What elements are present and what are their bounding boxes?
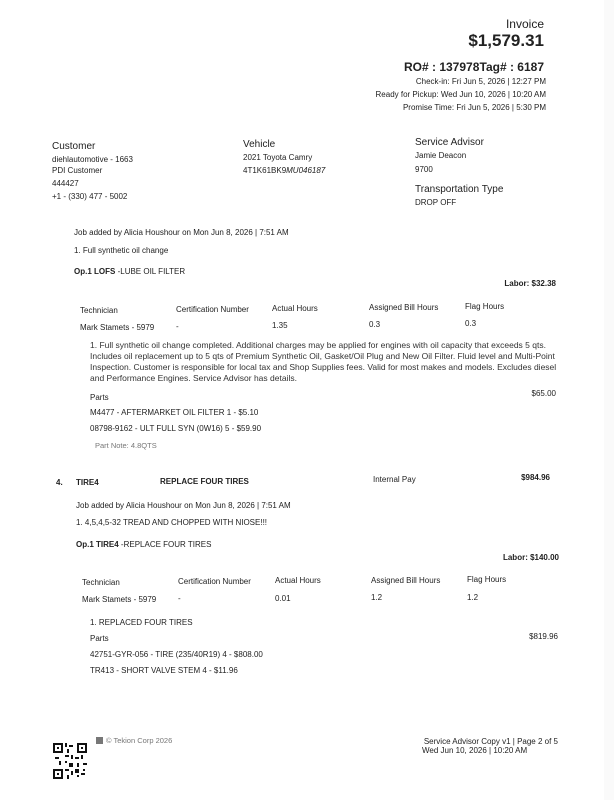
job4-concern: 1. 4,5,4,5-32 TREAD AND CHOPPED WITH NIOSE!!! <box>76 518 268 527</box>
customer-heading: Customer <box>52 141 96 152</box>
vehicle-vin <box>243 166 325 175</box>
job4-parts-heading: Parts <box>90 634 109 643</box>
job4-part-1: 42751-GYR-056 - TIRE (235/40R19) 4 - $808.00 <box>90 650 263 659</box>
job1-part-note: Part Note: 4.8QTS <box>95 441 157 450</box>
footer-copyright: © Tekion Corp 2026 <box>106 736 173 745</box>
job4-op-code: Op.1 TIRE4 <box>76 540 119 549</box>
job4-flag-hours: 1.2 <box>467 593 479 602</box>
job1-operation <box>74 267 185 276</box>
job4-title: REPLACE FOUR TIRES <box>160 477 249 486</box>
job4-amount: $984.96 <box>521 473 550 482</box>
job4-certification: - <box>178 594 181 603</box>
job4-technician: Mark Stamets - 5979 <box>82 595 157 604</box>
customer-type: PDI Customer <box>52 166 103 175</box>
job4-pay-type: Internal Pay <box>373 475 416 484</box>
customer-phone: +1 - (330) 477 - 5002 <box>52 192 128 201</box>
job1-labor: Labor: $32.38 <box>504 279 556 288</box>
promise-time: Promise Time: Fri Jun 5, 2026 | 5:30 PM <box>402 103 546 112</box>
job4-op-desc: -REPLACE FOUR TIRES <box>120 540 212 549</box>
job1-concern: 1. Full synthetic oil change <box>74 246 169 255</box>
page-edge-shadow <box>604 0 614 800</box>
job4-th-certification: Certification Number <box>178 577 251 586</box>
job1-op-code: Op.1 LOFS <box>74 267 116 276</box>
job1-th-actual-hours: Actual Hours <box>272 304 318 313</box>
job1-actual-hours: 1.35 <box>272 321 288 330</box>
job1-th-certification: Certification Number <box>176 305 249 314</box>
job1-assigned-bill-hours: 0.3 <box>369 320 381 329</box>
job4-part-2: TR413 - SHORT VALVE STEM 4 - $11.96 <box>90 666 238 675</box>
job1-technician: Mark Stamets - 5979 <box>80 323 155 332</box>
job4-code: TIRE4 <box>76 478 99 487</box>
job1-flag-hours: 0.3 <box>465 319 477 328</box>
footer-copy-info: Service Advisor Copy v1 | Page 2 of 5 <box>423 737 558 746</box>
job1-parts-total: $65.00 <box>531 389 556 398</box>
job4-assigned-bill-hours: 1.2 <box>371 593 383 602</box>
job1-th-flag-hours: Flag Hours <box>465 302 505 311</box>
job4-parts-total: $819.96 <box>529 632 558 641</box>
job4-operation <box>76 540 211 549</box>
job4-description: 1. REPLACED FOUR TIRES <box>90 618 193 627</box>
job1-part-1: M4477 - AFTERMARKET OIL FILTER 1 - $5.10 <box>90 408 259 417</box>
invoice-total: $1,579.31 <box>468 31 544 50</box>
job1-added-by: Job added by Alicia Houshour on Mon Jun 8, 2026 | 7:51 AM <box>74 228 289 237</box>
job1-th-assigned-bill-hours: Assigned Bill Hours <box>369 303 439 312</box>
job4-number: 4. <box>56 478 63 487</box>
vehicle-model: 2021 Toyota Camry <box>243 153 313 162</box>
ready-for-pickup: Ready for Pickup: Wed Jun 10, 2026 | 10:20 AM <box>375 90 546 99</box>
job4-added-by: Job added by Alicia Houshour on Mon Jun 8, 2026 | 7:51 AM <box>76 501 291 510</box>
job4-labor: Labor: $140.00 <box>502 553 559 562</box>
ro-number: RO# : 137978 <box>404 60 480 74</box>
advisor-heading: Service Advisor <box>415 137 484 148</box>
tekion-logo-icon <box>96 737 103 744</box>
job4-th-technician: Technician <box>82 578 120 587</box>
job1-part-2: 08798-9162 - ULT FULL SYN (0W16) 5 - $59.90 <box>90 424 262 433</box>
transport-value: DROP OFF <box>415 198 457 207</box>
job4-actual-hours: 0.01 <box>275 594 291 603</box>
vin-suffix: MU046187 <box>286 166 326 175</box>
tag-number: Tag# : 6187 <box>479 60 544 74</box>
job4-th-flag-hours: Flag Hours <box>467 575 507 584</box>
job1-op-desc: -LUBE OIL FILTER <box>117 267 186 276</box>
customer-name: diehlautomotive - 1663 <box>52 155 133 164</box>
job4-th-actual-hours: Actual Hours <box>275 576 321 585</box>
job1-description: 1. Full synthetic oil change completed. Additional charges may be applied for engines with oil capacity that exceeds 5 qts. Includes oil replacement up to 5 qts of Premium Synthetic Oil, Gasket/Oil Plug and New Oil Filter. Fluid level and Multi-Point Inspection. Customer is responsible for local tax and Shop Supplies fees. Valid for most makes and models. Excludes diesel and Performance Engines. Service Advisor has details. <box>90 340 557 383</box>
qr-code <box>53 743 87 779</box>
job1-certification: - <box>176 322 179 331</box>
check-in: Check-in: Fri Jun 5, 2026 | 12:27 PM <box>415 77 546 86</box>
advisor-number: 9700 <box>415 165 433 174</box>
job1-parts-heading: Parts <box>90 393 109 402</box>
customer-id: 444427 <box>52 179 79 188</box>
vin-prefix: 4T1K61BK9 <box>243 166 287 175</box>
transport-heading: Transportation Type <box>415 184 504 195</box>
job1-th-technician: Technician <box>80 306 118 315</box>
vehicle-heading: Vehicle <box>243 139 276 150</box>
job4-th-assigned-bill-hours: Assigned Bill Hours <box>371 576 441 585</box>
doc-type: Invoice <box>505 17 544 31</box>
advisor-name: Jamie Deacon <box>415 151 467 160</box>
footer-printed: Wed Jun 10, 2026 | 10:20 AM <box>422 746 528 755</box>
